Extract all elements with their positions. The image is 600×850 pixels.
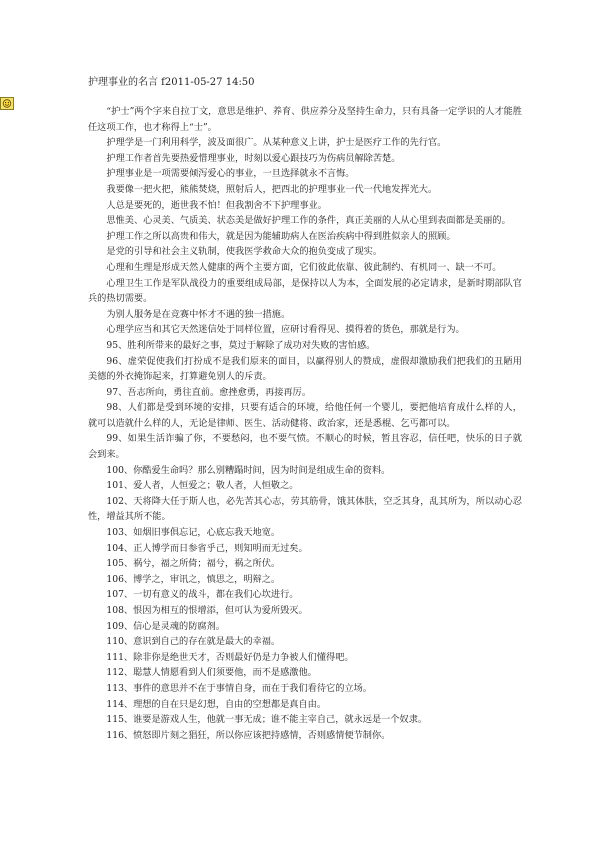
quote-paragraph: 心理学应当和其它天然迷信处于同样位置，应研讨看得见、摸得着的货色，那就是行为。: [106, 324, 465, 336]
quotes-body: [88, 104, 522, 743]
quote-paragraph: 是党的引导和社会主义轨制，使我医学救命大众的抱负变成了现实。: [106, 246, 383, 258]
quote-paragraph: 107、一切有意义的战斗，都在我们心坎进行。: [106, 589, 299, 601]
quote-paragraph: “护士”两个字来自拉丁文，意思是维护、养育、供应养分及坚持生命力，只有具备一定学识的人才能胜任这项工作，也才称得上“士”。: [88, 106, 522, 133]
quote-paragraph: 106、博学之，审讯之，慎思之，明辩之。: [106, 573, 281, 585]
quote-paragraph: 96、虚荣促使我们打扮成不是我们原来的面目，以赢得别人的赞成，虚假却激励我们把我们的丑陋用美德的外衣掩饰起来，打算避免别人的斥责。: [88, 355, 522, 383]
quote-paragraph: 114、理想的自在只是幻想，自由的空想都是真自由。: [106, 698, 327, 710]
quote-paragraph: 108、恨因为相互的恨增添，但可认为爱所毁灭。: [106, 605, 308, 616]
quote-paragraph: 104、正人博学而日参省乎己，则知明而无过矣。: [106, 542, 308, 554]
quote-paragraph: 103、如烟旧事俱忘记，心底忘我天地宽。: [106, 527, 281, 539]
quote-paragraph: 我要像一把火把，熊熊焚烧，照射后人，把西北的护理事业一代一代地发挥光大。: [106, 183, 438, 195]
quote-paragraph: 为别人服务是在竞赛中怀才不遇的独一措施。: [106, 308, 291, 320]
quote-paragraph: 护理工作之所以高贵和伟大，就是因为能辅助病人在医治疾病中得到胜似亲人的照顾。: [106, 230, 456, 242]
quote-paragraph: 心理卫生工作是军队战役力的重要组成局部，是保持以人为本，全面发展的必定请求，是新时期部队官兵的热切需要。: [88, 277, 522, 305]
quote-paragraph: 护理学是一门利用科学，波及面很广。从某种意义上讲，护士是医疗工作的先行官。: [106, 137, 447, 149]
quote-paragraph: 97、吾志所向，勇往直前。愈挫愈勇，再接再厉。: [106, 386, 312, 398]
quote-paragraph: 113、事件的意思并不在于事情自身，而在于我们看待它的立场。: [106, 682, 372, 694]
quote-paragraph: 105、祸兮，福之所倚；福兮，祸之所伏。: [106, 558, 281, 570]
quote-paragraph: 111、除非你是绝世天才，否则最好仍是力争被人们懂得吧。: [106, 651, 354, 663]
quote-paragraph: 99、如果生活诈骗了你，不要愁闷，也不要气愤。不顺心的时候，暂且容忍，信任吧，快乐的日子就会到来。: [88, 433, 522, 461]
quote-paragraph: 95、胜利所带来的最好之事，莫过于解除了成功对失败的害怕感。: [106, 339, 376, 351]
quote-paragraph: 109、信心是灵魂的防腐剂。: [106, 620, 225, 632]
quote-paragraph: 护理工作者首先要热爱惜理事业，时刻以爱心跟技巧为伤病员解除苦楚。: [106, 152, 401, 164]
quote-paragraph: 112、聪慧人情愿看到人们须要他，而不是感激他。: [106, 667, 317, 679]
quote-paragraph: 心理和生理是形成天然人健康的两个主要方面，它们彼此依靠、彼此制约、有机同一、缺一不可。: [106, 261, 502, 273]
quote-paragraph: 100、你酷爱生命吗？那么别糟蹋时间，因为时间是组成生命的资料。: [106, 464, 391, 476]
quote-paragraph: 116、愤怒即片刻之猖狂，所以你应该把持感情，否则感情便节制你。: [106, 729, 391, 741]
quote-paragraph: 102、天将降大任于斯人也，必先苦其心志，劳其筋骨，饿其体肤，空乏其身，乱其所为，所以动心忍性，增益其所不能。: [88, 495, 522, 523]
emoticon-icon: [0, 97, 14, 110]
quote-paragraph: 人总是要死的，逝世我不怕！但我割舍不下护理事业。: [106, 199, 327, 211]
quote-paragraph: 115、谁要是游戏人生，他就一事无成；谁不能主宰自己，就永远是一个奴隶。: [106, 714, 428, 726]
quote-paragraph: 思惟美、心灵美、气质美、状态美是做好护理工作的条件，真正美丽的人从心里到表面都是美丽的。: [106, 215, 511, 227]
quote-paragraph: 101、爱人者，人恒爱之；敬人者，人恒敬之。: [106, 480, 299, 492]
page-title: 护理事业的名言 f2011-05-27 14:50: [88, 77, 255, 88]
quote-paragraph: 98、人们都是受到环境的安排，只要有适合的环境，给他任何一个婴儿，要把他培育成什么样的人，就可以造就什么样的人，无论是律师、医生、活动健将、政治家，还是悉棍、乞丐都可以。: [88, 402, 522, 429]
quote-paragraph: 110、意识到自己的存在就是最大的幸福。: [106, 636, 281, 648]
quote-paragraph: 护理事业是一项需要倾泻爱心的事业，一旦选择就永不言悔。: [106, 168, 355, 180]
